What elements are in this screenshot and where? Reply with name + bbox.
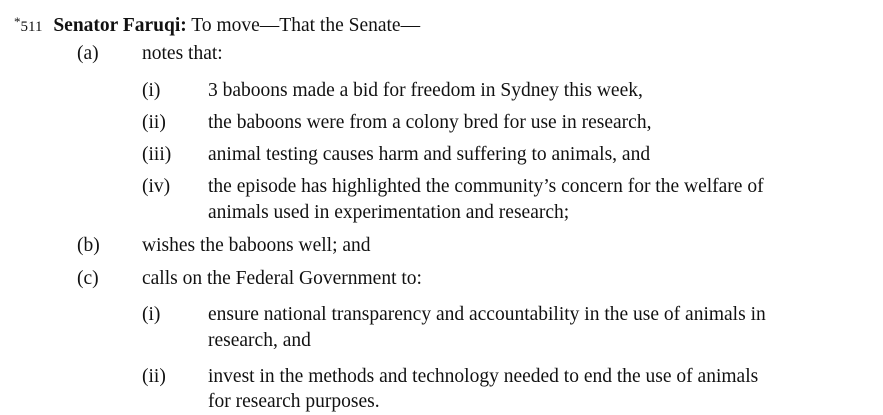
motion-intro: To move—That the Senate— [191, 15, 421, 36]
subparagraph-text-c-ii-line1: invest in the methods and technology needed to end the use of animals [208, 366, 759, 387]
paragraph-text-b: wishes the baboons well; and [142, 235, 371, 256]
subparagraph-label-a-i: (i) [142, 80, 161, 101]
subparagraph-text-c-i-line2: research, and [208, 330, 311, 351]
subparagraph-label-a-iii: (iii) [142, 144, 172, 165]
subparagraph-text-a-iv-line2: animals used in experimentation and research; [208, 202, 570, 223]
subparagraph-label-a-iv: (iv) [142, 176, 171, 197]
subparagraph-text-c-i-line1: ensure national transparency and accountability in the use of animals in [208, 304, 766, 325]
subparagraph-label-c-ii: (ii) [142, 366, 166, 387]
paragraph-label-b: (b) [77, 235, 100, 256]
subparagraph-label-a-ii: (ii) [142, 112, 166, 133]
motion-heading [14, 9, 420, 40]
subparagraph-text-a-iii: animal testing causes harm and suffering to animals, and [208, 144, 651, 165]
paragraph-label-a: (a) [77, 43, 99, 64]
paragraph-text-c: calls on the Federal Government to: [142, 268, 422, 289]
subparagraph-label-c-i: (i) [142, 304, 161, 325]
subparagraph-text-c-ii-line2: for research purposes. [208, 391, 380, 412]
motion-number: 511 [20, 19, 43, 35]
paragraph-label-c: (c) [77, 268, 99, 289]
motion-star: * [14, 14, 21, 29]
paragraph-text-a: notes that: [142, 43, 223, 64]
subparagraph-text-a-ii: the baboons were from a colony bred for use in research, [208, 112, 652, 133]
subparagraph-text-a-i: 3 baboons made a bid for freedom in Sydney this week, [208, 80, 643, 101]
subparagraph-text-a-iv-line1: the episode has highlighted the community’s concern for the welfare of [208, 176, 764, 197]
speaker-name: Senator Faruqi: [53, 15, 187, 36]
